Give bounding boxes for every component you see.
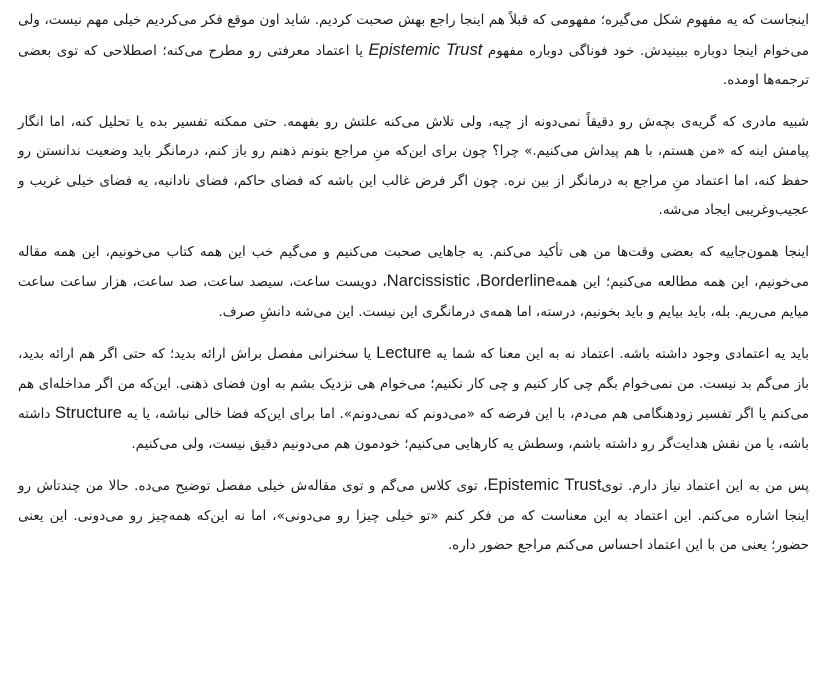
- paragraph-5: [18, 471, 809, 561]
- paragraph-2: [18, 108, 809, 226]
- term-lecture: Lecture: [376, 344, 432, 362]
- paragraph-5-text: پس من به این اعتماد نیاز دارم. توی: [601, 478, 809, 494]
- paragraph-1-text: اینجاست که یه مفهوم شکل می‌گیره؛ مفهومی که قبلاً هم اینجا راجع بهش صحبت کردیم. شاید اون موقع فکر می‌کردیم خیلی مهم نیست، ولی می‌خوام اینجا دوباره ببینیدش. خود فوناگی دوباره مفهوم: [18, 12, 809, 59]
- paragraph-1-text: یا اعتماد معرفتی رو مطرح می‌کنه؛ اصطلاحی که توی بعضی ترجمه‌ها اومده.: [18, 42, 809, 88]
- paragraph-5-text: ، توی کلاس می‌گم و توی مقاله‌ش خیلی مفصل توضیح می‌ده. حالا من چندتاش رو اینجا اشاره می‌کنم. این اعتماد به این معناست که من فکر کنم «تو خیلی چیزا رو می‌دونی»، اما نه این‌که همه‌چیز رو می‌دونی. این یعنی حضور؛ یعنی من با این اعتماد احساس می‌کنم مراجع حضور داره.: [18, 478, 809, 553]
- paragraph-4: [18, 339, 809, 459]
- paragraph-3-text: ، دویست ساعت، سیصد ساعت، صد ساعت، هزار ساعت ساعت میایم می‌ریم. بله، باید بیایم و باید بخونیم، درسته، اما همه‌ی درمانگری این نیست. این می‌شه دانشِ صرف.: [18, 274, 809, 320]
- term-structure: Structure: [55, 404, 122, 422]
- paragraph-3-text: ،: [470, 274, 480, 290]
- paragraph-3-text: اینجا همون‌جاییه که بعضی وقت‌ها من هی تأکید می‌کنم. یه جاهایی صحبت می‌کنیم و می‌گیم خب این همه کتاب می‌خونیم، این همه مقاله می‌خونیم، این همه مطالعه می‌کنیم؛ این همه: [18, 243, 809, 290]
- paragraph-2-text: شبیه مادری که گریه‌ی بچه‌ش رو دقیقاً نمی‌دونه از چیه، ولی تلاش می‌کنه علتش رو بفهمه. حتی ممکنه تفسیر بده یا تحلیل کنه، اما انگار پیامش اینه که «من هستم، با هم پیداش می‌کنیم.» چرا؟ چون برای این‌که منِ مراجع بتونم ذهنم رو باز کنم، درمانگر باید وضعیت ندانستن رو حفظ کنه، اما اعتماد منِ مراجع به درمانگر از بین نره. چون اگر فرض غالب این باشه که فضای حاکم، فضای نادانیه، یه فضای خیلی غریب و عجیب‌وغریبی ایجاد می‌شه.: [18, 113, 809, 218]
- paragraph-4-text: داشته باشه، یا من نقش هدایت‌گر رو داشته باشم، وسطش یه کارهایی می‌کنیم؛ خودمون هم می‌دونیم دقیق نیست، ولی می‌کنیم.: [18, 406, 809, 452]
- term-borderline: Borderline: [479, 272, 556, 290]
- paragraph-4-text: باید یه اعتمادی وجود داشته باشه. اعتماد نه به این معنا که شما یه: [431, 346, 809, 362]
- paragraph-1: [18, 6, 809, 96]
- paragraph-3: [18, 238, 809, 328]
- term-narcissistic: Narcissistic: [386, 272, 471, 290]
- paragraph-4-text: یا سخنرانی مفصل براش ارائه بدید؛ که حتی اگر هم ارائه بدید، باز می‌گم بد نیست. من نمی‌خوام بگم چی کار کنیم و چی کار نکنیم؛ می‌خوام هی نزدیک بشم به اون فضای ذهنی. این‌که من اگر مداخله‌ای هم می‌کنم یا اگر تفسیر زودهنگامی هم می‌دم، با این فرضه که «می‌دونم که نمی‌دونم». اما برای این‌که فضا خالی نباشه، یا یه: [18, 346, 809, 422]
- term-epistemic-trust: Epistemic Trust: [368, 40, 483, 59]
- term-epistemic-trust: Epistemic Trust: [487, 476, 602, 494]
